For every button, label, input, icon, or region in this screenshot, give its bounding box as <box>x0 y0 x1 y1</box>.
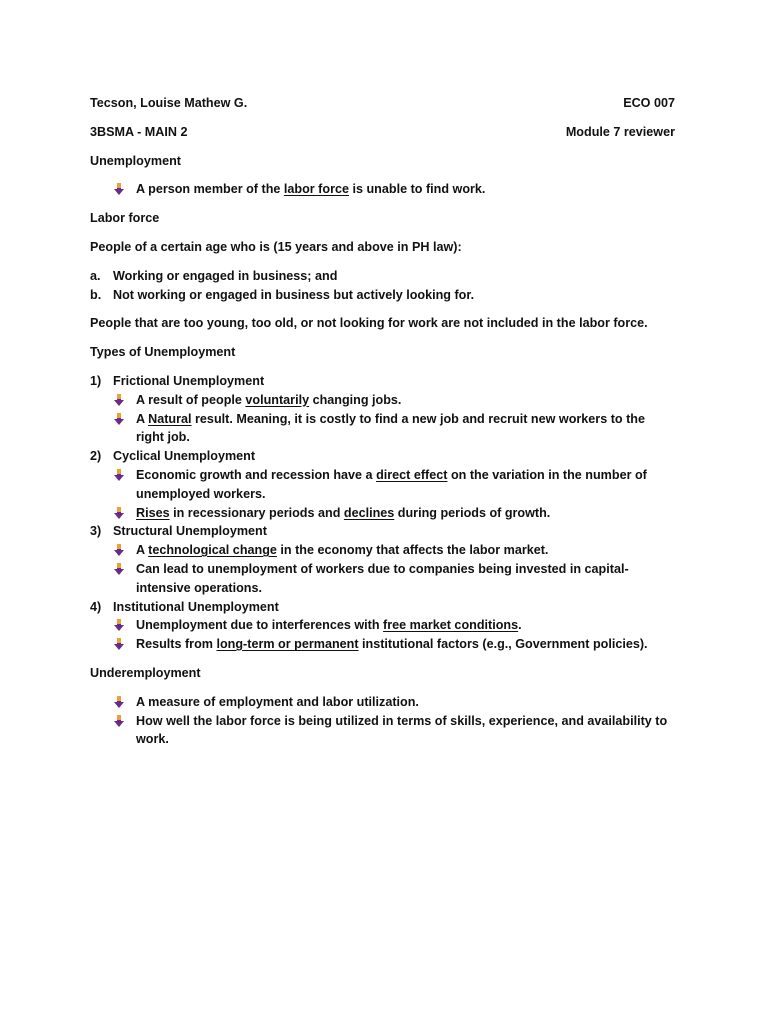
list-item: A Natural result. Meaning, it is costly to find a new job and recruit new workers to the right job. <box>113 410 675 448</box>
labor-force-heading: Labor force <box>90 211 160 226</box>
list-item: Can lead to unemployment of workers due to companies being invested in capital-intensive operations. <box>113 560 675 598</box>
type-institutional: 4) Institutional Unemployment Unemployment due to interferences with free market conditions. Results from long-term or permanent institutional factors (e.g., Government policies). <box>90 598 675 654</box>
list-item: Unemployment due to interferences with free market conditions. <box>113 616 675 635</box>
arrow-down-bullet-icon <box>113 638 125 650</box>
list-item: A person member of the labor force is unable to find work. <box>90 180 675 199</box>
list-item: A result of people voluntarily changing jobs. <box>113 391 675 410</box>
list-item: How well the labor force is being utilized in terms of skills, experience, and availability to work. <box>90 712 675 750</box>
arrow-down-bullet-icon <box>113 619 125 631</box>
list-item: A technological change in the economy that affects the labor market. <box>113 541 675 560</box>
arrow-down-bullet-icon <box>113 563 125 575</box>
types-heading: Types of Unemployment <box>90 345 236 360</box>
type-structural: 3) Structural Unemployment A technological change in the economy that affects the labor market. Can lead to unemployment of workers due to companies being invested in capital-intensive operations. <box>90 522 675 597</box>
module-title: Module 7 reviewer <box>565 124 675 139</box>
arrow-down-bullet-icon <box>113 394 125 406</box>
header-row-1 <box>90 94 675 113</box>
arrow-down-bullet-icon <box>113 696 125 708</box>
arrow-down-bullet-icon <box>113 507 125 519</box>
list-item: Results from long-term or permanent institutional factors (e.g., Government policies). <box>113 635 675 654</box>
arrow-down-bullet-icon <box>113 183 125 195</box>
list-item: Economic growth and recession have a direct effect on the variation in the number of unemployed workers. <box>113 466 675 504</box>
list-item: A measure of employment and labor utilization. <box>90 693 675 712</box>
type-cyclical: 2) Cyclical Unemployment Economic growth and recession have a direct effect on the variation in the number of unemployed workers. Rises in recessionary periods and declines during periods of growth. <box>90 447 675 522</box>
section: 3BSMA - MAIN 2 <box>90 124 188 139</box>
unemployment-bullets <box>90 180 675 199</box>
student-name: Tecson, Louise Mathew G. <box>90 96 248 110</box>
underemployment-heading: Underemployment <box>90 665 201 680</box>
unemployment-heading: Unemployment <box>90 153 181 168</box>
list-item: b. Not working or engaged in business but actively looking for. <box>90 287 475 302</box>
header-row-2 <box>90 123 675 142</box>
labor-force-criteria <box>90 267 675 305</box>
arrow-down-bullet-icon <box>113 469 125 481</box>
arrow-down-bullet-icon <box>113 715 125 727</box>
arrow-down-bullet-icon <box>113 544 125 556</box>
type-frictional: 1) Frictional Unemployment A result of people voluntarily changing jobs. A Natural result. Meaning, it is costly to find a new job and recruit new workers to the right job. <box>90 372 675 447</box>
arrow-down-bullet-icon <box>113 413 125 425</box>
list-item: a. Working or engaged in business; and <box>90 268 338 283</box>
labor-force-term: labor force <box>283 182 349 197</box>
list-item: Rises in recessionary periods and declines during periods of growth. <box>113 504 675 523</box>
labor-force-note: People that are too young, too old, or not looking for work are not included in the labor force. <box>90 316 648 331</box>
labor-force-intro: People of a certain age who is (15 years and above in PH law): <box>90 239 462 254</box>
types-list <box>90 372 675 654</box>
underemployment-bullets <box>90 693 675 749</box>
course-code: ECO 007 <box>623 96 675 110</box>
